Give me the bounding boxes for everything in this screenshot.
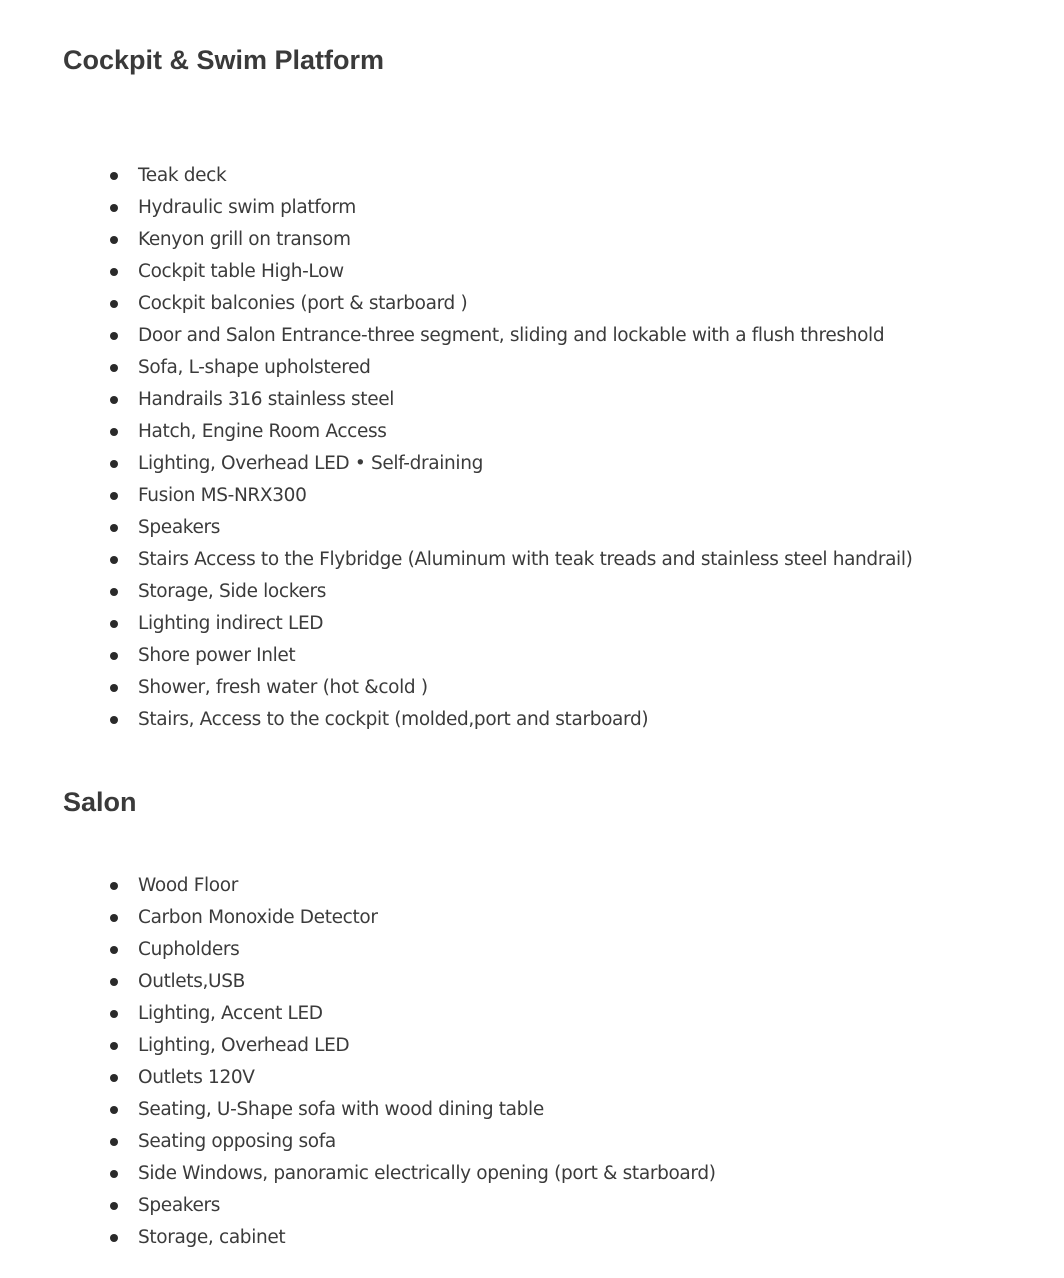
list-item-text: Storage, cabinet — [138, 1227, 286, 1248]
list-item-text: Fusion MS-NRX300 — [138, 485, 307, 506]
list-item-text: Cupholders — [138, 939, 240, 960]
bullet-icon — [110, 1074, 118, 1082]
bullet-icon — [110, 1234, 118, 1242]
bullet-icon — [110, 204, 118, 212]
list-item — [0, 320, 913, 352]
list-item-text: Seating opposing sofa — [138, 1131, 336, 1152]
list-item — [0, 352, 913, 384]
bullet-icon — [110, 620, 118, 628]
list-item — [0, 934, 716, 966]
list-item — [0, 384, 913, 416]
list-item-text: Cockpit table High-Low — [138, 261, 344, 282]
list-item — [0, 576, 913, 608]
list-item — [0, 1190, 716, 1222]
list-item — [0, 1158, 716, 1190]
list-item — [0, 704, 913, 736]
bullet-icon — [110, 946, 118, 954]
list-item — [0, 192, 913, 224]
bullet-icon — [110, 364, 118, 372]
list-item-text: Kenyon grill on transom — [138, 229, 351, 250]
list-item — [0, 256, 913, 288]
bullet-icon — [110, 652, 118, 660]
list-item-text: Shore power Inlet — [138, 645, 296, 666]
list-item-text: Sofa, L-shape upholstered — [138, 357, 371, 378]
list-item-text: Lighting, Overhead LED — [138, 1035, 350, 1056]
list-item-text: Outlets,USB — [138, 971, 245, 992]
list-item — [0, 966, 716, 998]
section-title-cockpit: Cockpit & Swim Platform — [63, 45, 385, 75]
bullet-icon — [110, 332, 118, 340]
bullet-icon — [110, 978, 118, 986]
list-item — [0, 1062, 716, 1094]
list-item — [0, 480, 913, 512]
salon-feature-list — [0, 870, 716, 1254]
list-item-text: Wood Floor — [138, 875, 238, 896]
list-item — [0, 1222, 716, 1254]
list-item-text: Lighting indirect LED — [138, 613, 324, 634]
list-item-text: Handrails 316 stainless steel — [138, 389, 395, 410]
bullet-icon — [110, 1170, 118, 1178]
bullet-icon — [110, 1042, 118, 1050]
list-item — [0, 160, 913, 192]
list-item-text: Outlets 120V — [138, 1067, 255, 1088]
list-item-text: Cockpit balconies (port & starboard ) — [138, 293, 468, 314]
bullet-icon — [110, 396, 118, 404]
section-title-salon: Salon — [63, 787, 137, 817]
list-item — [0, 288, 913, 320]
list-item — [0, 672, 913, 704]
list-item-text: Seating, U-Shape sofa with wood dining table — [138, 1099, 544, 1120]
list-item — [0, 224, 913, 256]
bullet-icon — [110, 1106, 118, 1114]
bullet-icon — [110, 716, 118, 724]
list-item-text: Hatch, Engine Room Access — [138, 421, 387, 442]
list-item-text: Speakers — [138, 517, 221, 538]
list-item — [0, 416, 913, 448]
list-item-text: Carbon Monoxide Detector — [138, 907, 378, 928]
bullet-icon — [110, 524, 118, 532]
list-item — [0, 1030, 716, 1062]
list-item — [0, 870, 716, 902]
list-item — [0, 902, 716, 934]
list-item — [0, 640, 913, 672]
list-item — [0, 608, 913, 640]
list-item-text: Speakers — [138, 1195, 221, 1216]
bullet-icon — [110, 460, 118, 468]
bullet-icon — [110, 172, 118, 180]
bullet-icon — [110, 268, 118, 276]
bullet-icon — [110, 588, 118, 596]
list-item-text: Lighting, Accent LED — [138, 1003, 323, 1024]
bullet-icon — [110, 914, 118, 922]
bullet-icon — [110, 882, 118, 890]
bullet-icon — [110, 684, 118, 692]
bullet-icon — [110, 300, 118, 308]
list-item-text: Hydraulic swim platform — [138, 197, 356, 218]
bullet-icon — [110, 492, 118, 500]
list-item-text: Lighting, Overhead LED • Self-draining — [138, 453, 483, 474]
list-item-text: Storage, Side lockers — [138, 581, 326, 602]
list-item — [0, 544, 913, 576]
bullet-icon — [110, 1202, 118, 1210]
list-item — [0, 448, 913, 480]
list-item — [0, 1094, 716, 1126]
list-item — [0, 998, 716, 1030]
bullet-icon — [110, 1138, 118, 1146]
list-item-text: Door and Salon Entrance-three segment, sliding and lockable with a flush threshold — [138, 325, 885, 346]
list-item-text: Stairs Access to the Flybridge (Aluminum with teak treads and stainless steel handrail) — [138, 549, 913, 570]
bullet-icon — [110, 236, 118, 244]
list-item — [0, 512, 913, 544]
bullet-icon — [110, 428, 118, 436]
bullet-icon — [110, 556, 118, 564]
list-item — [0, 1126, 716, 1158]
list-item-text: Shower, fresh water (hot &cold ) — [138, 677, 428, 698]
cockpit-feature-list — [0, 160, 913, 736]
list-item-text: Side Windows, panoramic electrically opening (port & starboard) — [138, 1163, 716, 1184]
list-item-text: Teak deck — [138, 165, 227, 186]
bullet-icon — [110, 1010, 118, 1018]
list-item-text: Stairs, Access to the cockpit (molded,port and starboard) — [138, 709, 649, 730]
